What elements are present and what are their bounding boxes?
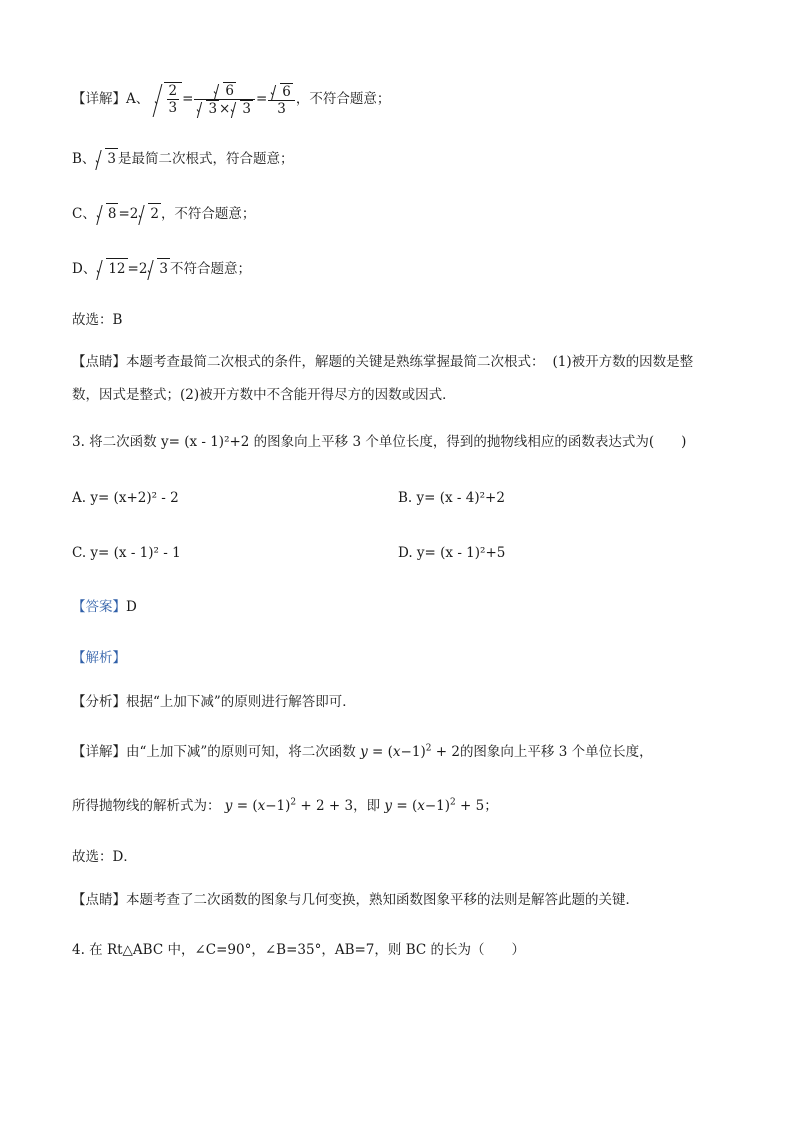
analyze-line (72, 692, 356, 712)
option-a-suffix: ，不符合题意； (295, 91, 391, 107)
answer-line (72, 597, 137, 617)
comment2-text: 本题考查了二次函数的图象与几何变换，熟知函数图象平移的法则是解答此题的关键． (126, 892, 639, 908)
parse-prefix: 所得抛物线的解析式为： (72, 798, 221, 814)
sqrt-3: 3 (96, 148, 118, 169)
sqrt-2: 2 (139, 203, 161, 224)
detail-label: 【详解】 (72, 91, 126, 107)
option-a-prefix: A、 (126, 91, 150, 107)
parse-end: ； (484, 798, 498, 814)
comment-label: 【点睛】 (72, 354, 126, 370)
detail2-text-b: 的图象向上平移 3 个单位长度， (459, 744, 653, 760)
answer-label: 【答案】 (72, 599, 126, 615)
sqrt-3b: 3 (148, 258, 170, 279)
option-c-mid: =2 (118, 206, 139, 222)
detail-line-c (72, 203, 255, 224)
sqrt-8: 8 (97, 203, 119, 224)
detail2-label: 【详解】 (72, 744, 126, 760)
comment-line-1 (72, 352, 693, 372)
detail-line-b (72, 148, 294, 169)
option-c: C. y= (x - 1)² - 1 (72, 545, 181, 561)
detail2-line: 【详解】由“上加下减”的原则可知，将二次函数 $y = (x-1)^2 + 2$的图象向上平移 3 个单位长度， (72, 743, 653, 760)
option-c-suffix: ，不符合题意； (160, 206, 256, 222)
parse-line: 所得抛物线的解析式为： $y = (x-1)^2 + 2 + 3$，即 $y = (x-1)^2 + 5$； (72, 797, 498, 814)
answer-value: D (126, 599, 137, 615)
sqrt-fraction: $\frac{2}{3}$ (155, 82, 183, 116)
comment-text-b: (1)被开方数的因数是整 (552, 354, 694, 370)
analysis-label: 【解析】 (72, 650, 126, 666)
analyze-label: 【分析】 (72, 694, 126, 710)
detail-line-d (72, 258, 251, 279)
comment2-label: 【点睛】 (72, 892, 126, 908)
sqrt-12: 12 (97, 258, 127, 279)
question-4: 4. 在 Rt△ABC 中，∠C=90°，∠B=35°，AB=7，则 BC 的长为（ ） (72, 942, 525, 958)
detail-line-a: 【详解】A、 $\frac{2}{3}$ = $\frac{6}{3 \times 3}$ = $\frac{6}{3}$ ，不符合题意； (72, 83, 391, 117)
option-a: A. y= (x+2)² - 2 (72, 490, 179, 506)
choose-b: 故选：B (72, 312, 123, 328)
option-d-mid: =2 (127, 261, 148, 277)
option-b-prefix: B、 (72, 151, 96, 167)
analyze-text: 根据“上加下减”的原则进行解答即可． (126, 694, 356, 710)
option-c-prefix: C、 (72, 206, 96, 222)
comment-line-2: 数，因式是整式；(2)被开方数中不含能开得尽方的因数或因式． (72, 387, 456, 403)
option-d: D. y= (x - 1)²+5 (398, 545, 506, 561)
question-3: 3. 将二次函数 y= (x - 1)²+2 的图象向上平移 3 个单位长度，得到的抛物线相应的函数表达式为( ) (72, 434, 687, 450)
choose-d: 故选：D． (72, 849, 137, 865)
option-d-prefix: D、 (72, 261, 97, 277)
comment2-line (72, 890, 639, 910)
comment-text-a: 本题考查最简二次根式的条件，解题的关键是熟练掌握最简二次根式： (126, 354, 545, 370)
option-b: B. y= (x - 4)²+2 (398, 490, 505, 506)
formula-base: y (360, 744, 368, 760)
parse-mid: ，即 (353, 798, 381, 814)
detail2-text-a: 由“上加下减”的原则可知，将二次函数 (126, 744, 356, 760)
option-d-suffix: 不符合题意； (170, 261, 252, 277)
option-b-suffix: 是最简二次根式，符合题意； (118, 151, 294, 167)
